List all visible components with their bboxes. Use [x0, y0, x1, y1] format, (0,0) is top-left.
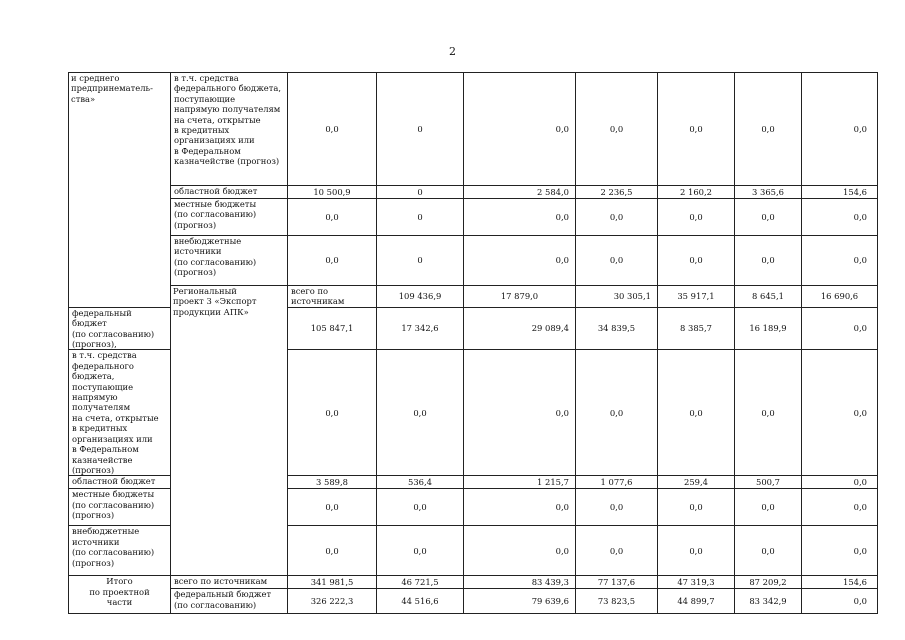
amount-cell: 79 639,6	[464, 589, 576, 614]
amount-cell: 0,0	[735, 199, 802, 236]
amount-cell: 47 319,3	[658, 576, 735, 589]
amount-cell: 29 089,4	[464, 307, 576, 350]
amount-cell: 0,0	[735, 489, 802, 526]
amount-cell: 0,0	[802, 73, 878, 186]
amount-cell: 0,0	[735, 236, 802, 286]
table-row	[69, 576, 878, 589]
amount-cell: 0,0	[658, 73, 735, 186]
table-row	[69, 589, 878, 614]
table-row	[69, 199, 878, 236]
amount-cell: 0,0	[802, 526, 878, 576]
amount-cell: 0,0	[658, 489, 735, 526]
amount-cell: 0,0	[576, 526, 658, 576]
amount-cell: 2 584,0	[464, 186, 576, 199]
amount-cell: 0,0	[802, 476, 878, 489]
funding-source-cell: местные бюджеты (по согласованию) (прогноз)	[171, 199, 288, 236]
amount-cell: 0,0	[464, 526, 576, 576]
amount-cell: 0,0	[576, 236, 658, 286]
amount-cell: 0,0	[288, 236, 377, 286]
amount-cell: 0,0	[576, 350, 658, 476]
amount-cell: 0,0	[464, 236, 576, 286]
amount-cell: 16 189,9	[735, 307, 802, 350]
amount-cell: 0,0	[288, 489, 377, 526]
amount-cell: 3 365,6	[735, 186, 802, 199]
funding-source-cell: областной бюджет	[171, 186, 288, 199]
table-row	[69, 286, 878, 308]
amount-cell: 1 077,6	[576, 476, 658, 489]
amount-cell: 0,0	[288, 526, 377, 576]
amount-cell: 35 917,1	[658, 286, 735, 308]
amount-cell: 259,4	[658, 476, 735, 489]
table-row	[69, 186, 878, 199]
amount-cell: 44 899,7	[658, 589, 735, 614]
amount-cell: 2 160,2	[658, 186, 735, 199]
amount-cell: 0,0	[288, 73, 377, 186]
project-name-cell: и среднего предпринематель- ства»	[69, 73, 171, 308]
amount-cell: 326 222,3	[288, 589, 377, 614]
amount-cell: 0,0	[735, 350, 802, 476]
amount-cell: 0,0	[464, 73, 576, 186]
funding-source-cell: в т.ч. средства федерального бюджета, поступающие напрямую получателям на счета, открытые в кредитных организациях или в Федеральном казначействе (прогноз)	[69, 350, 171, 476]
amount-cell: 0,0	[288, 199, 377, 236]
amount-cell: 154,6	[802, 186, 878, 199]
amount-cell: 0,0	[658, 199, 735, 236]
amount-cell: 34 839,5	[576, 307, 658, 350]
amount-cell: 0,0	[735, 73, 802, 186]
amount-cell: 154,6	[802, 576, 878, 589]
amount-cell: 8 645,1	[735, 286, 802, 308]
amount-cell: 83 342,9	[735, 589, 802, 614]
amount-cell: 0,0	[658, 236, 735, 286]
amount-cell: 0,0	[464, 489, 576, 526]
amount-cell: 0	[377, 199, 464, 236]
financing-table	[68, 72, 878, 614]
amount-cell: 2 236,5	[576, 186, 658, 199]
funding-source-cell: всего по источникам	[171, 576, 288, 589]
amount-cell: 0,0	[377, 489, 464, 526]
amount-cell: 10 500,9	[288, 186, 377, 199]
amount-cell: 87 209,2	[735, 576, 802, 589]
amount-cell: 3 589,8	[288, 476, 377, 489]
funding-source-cell: в т.ч. средства федерального бюджета, поступающие напрямую получателям на счета, открытые в кредитных организациях или в Федеральном казначействе (прогноз)	[171, 73, 288, 186]
amount-cell: 8 385,7	[658, 307, 735, 350]
amount-cell: 500,7	[735, 476, 802, 489]
amount-cell: 0,0	[377, 526, 464, 576]
amount-cell: 0,0	[576, 73, 658, 186]
amount-cell: 0,0	[802, 589, 878, 614]
amount-cell: 0,0	[576, 489, 658, 526]
amount-cell: 341 981,5	[288, 576, 377, 589]
amount-cell: 0	[377, 236, 464, 286]
amount-cell: 0,0	[802, 350, 878, 476]
amount-cell: 44 516,6	[377, 589, 464, 614]
funding-source-cell: всего по источникам	[288, 286, 377, 308]
amount-cell: 0,0	[802, 489, 878, 526]
project-name-cell: Итого по проектной части	[69, 576, 171, 614]
funding-source-cell: местные бюджеты (по согласованию) (прогноз)	[69, 489, 171, 526]
amount-cell: 536,4	[377, 476, 464, 489]
amount-cell: 77 137,6	[576, 576, 658, 589]
amount-cell: 1 215,7	[464, 476, 576, 489]
amount-cell: 46 721,5	[377, 576, 464, 589]
amount-cell: 0,0	[464, 350, 576, 476]
amount-cell: 16 690,6	[802, 286, 878, 308]
funding-source-cell: внебюджетные источники (по согласованию) (прогноз)	[69, 526, 171, 576]
amount-cell: 17 342,6	[377, 307, 464, 350]
amount-cell: 73 823,5	[576, 589, 658, 614]
amount-cell: 0	[377, 73, 464, 186]
project-name-cell: Региональный проект 3 «Экспорт продукции АПК»	[171, 286, 288, 576]
funding-source-cell: областной бюджет	[69, 476, 171, 489]
amount-cell: 0,0	[464, 199, 576, 236]
amount-cell: 0,0	[377, 350, 464, 476]
amount-cell: 17 879,0	[464, 286, 576, 308]
amount-cell: 0,0	[576, 199, 658, 236]
funding-source-cell: федеральный бюджет (по согласованию)	[171, 589, 288, 614]
table-row	[69, 73, 878, 186]
financing-table-body	[69, 73, 878, 614]
amount-cell: 0,0	[658, 526, 735, 576]
amount-cell: 109 436,9	[377, 286, 464, 308]
funding-source-cell: внебюджетные источники (по согласованию) (прогноз)	[171, 236, 288, 286]
amount-cell: 0,0	[735, 526, 802, 576]
amount-cell: 105 847,1	[288, 307, 377, 350]
table-row	[69, 236, 878, 286]
page-number: 2	[449, 45, 456, 58]
amount-cell: 0,0	[802, 199, 878, 236]
amount-cell: 0,0	[802, 236, 878, 286]
amount-cell: 0	[377, 186, 464, 199]
amount-cell: 83 439,3	[464, 576, 576, 589]
amount-cell: 0,0	[658, 350, 735, 476]
amount-cell: 0,0	[288, 350, 377, 476]
funding-source-cell: федеральный бюджет (по согласованию) (прогноз),	[69, 307, 171, 350]
amount-cell: 0,0	[802, 307, 878, 350]
amount-cell: 30 305,1	[576, 286, 658, 308]
